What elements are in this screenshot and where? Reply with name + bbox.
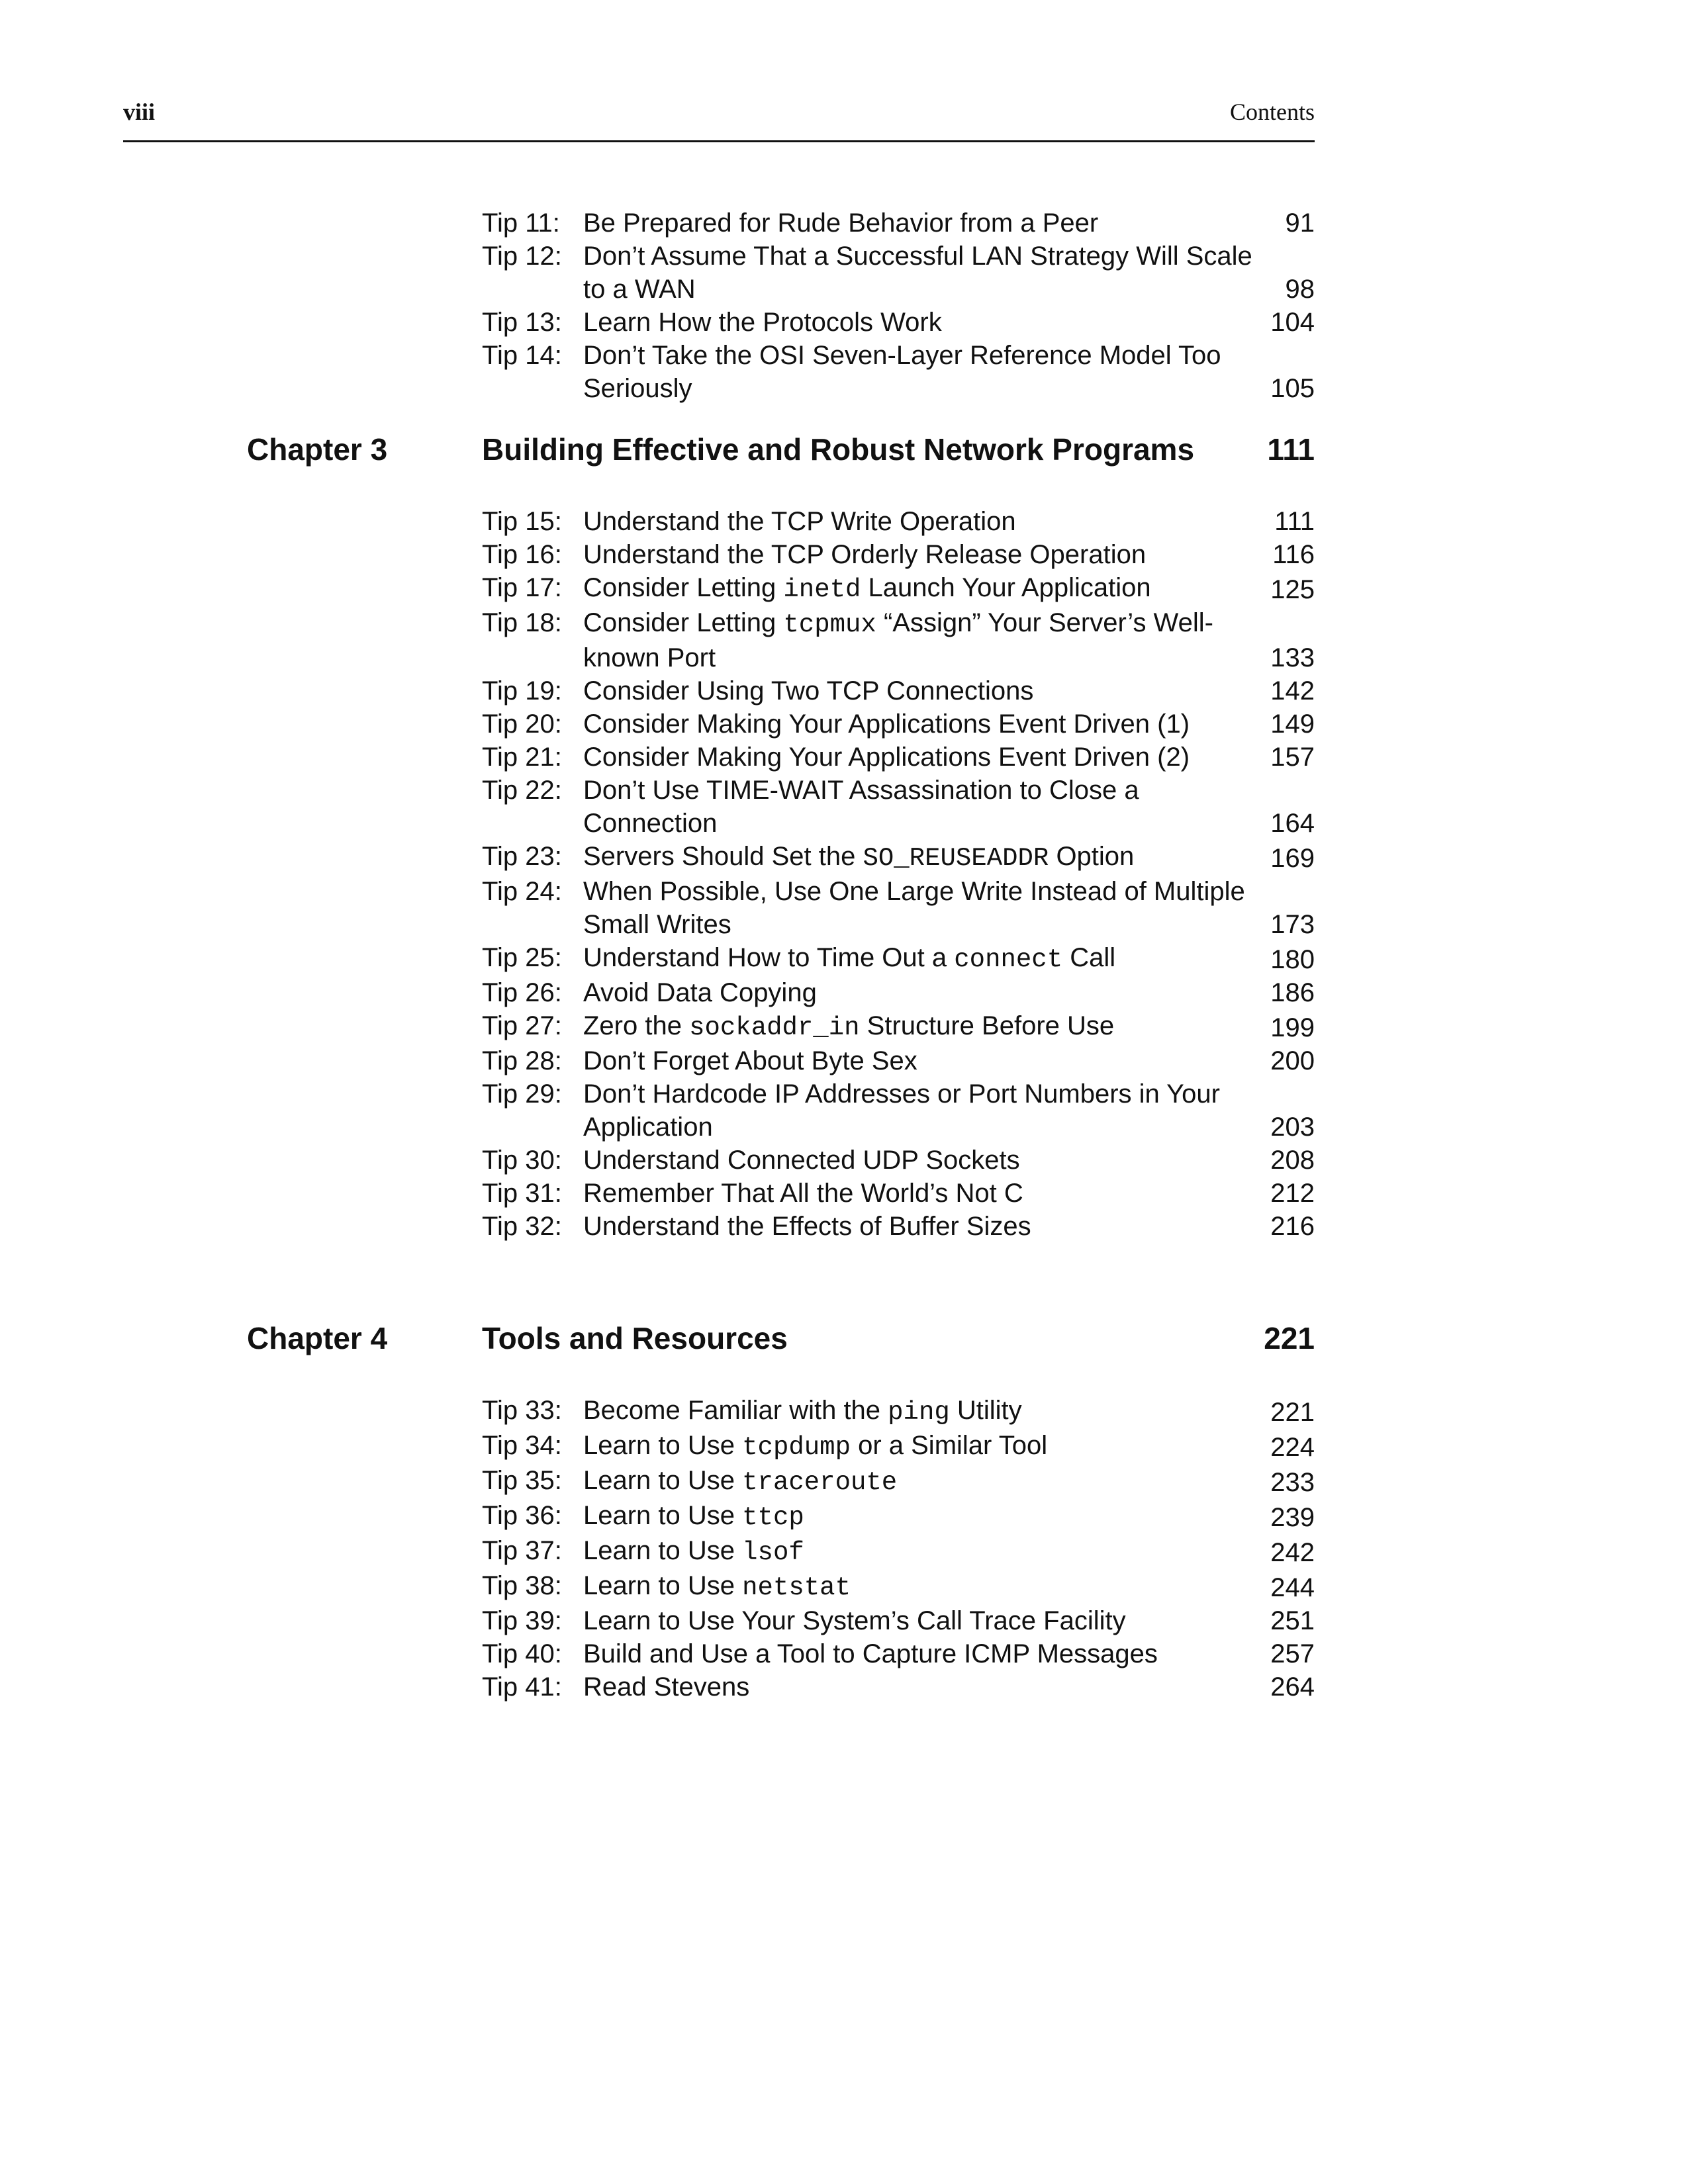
toc-entry[interactable]: [482, 741, 1315, 774]
title-fragment: Be Prepared for Rude Behavior from a Peer: [583, 208, 1099, 238]
tip-number: Tip 20:: [482, 709, 562, 739]
page-number: 242: [1270, 1538, 1315, 1567]
tip-number: Tip 22:: [482, 776, 562, 805]
toc-entry[interactable]: [482, 1044, 1315, 1077]
title-fragment: Option: [1049, 842, 1135, 871]
toc-entry[interactable]: [482, 1077, 1315, 1144]
chapter-title: Building Effective and Robust Network Programs: [482, 432, 1195, 467]
code-fragment: sockaddr_in: [689, 1013, 860, 1042]
tip-number: Tip 41:: [482, 1672, 562, 1702]
title-fragment: Don’t Forget About Byte Sex: [583, 1046, 917, 1075]
page-number: 169: [1270, 844, 1315, 873]
page-number: 239: [1270, 1503, 1315, 1532]
tip-number: Tip 15:: [482, 507, 562, 536]
tip-title: [583, 1464, 1255, 1499]
title-fragment: Learn to Use: [583, 1431, 743, 1460]
code-fragment: ping: [888, 1398, 950, 1427]
title-fragment: “Assign” Your Server’s Well-known Port: [583, 608, 1213, 672]
page-number: 233: [1270, 1468, 1315, 1497]
page-number: 257: [1270, 1639, 1315, 1668]
title-fragment: Build and Use a Tool to Capture ICMP Messages: [583, 1639, 1158, 1668]
title-fragment: Utility: [949, 1396, 1022, 1425]
code-fragment: traceroute: [742, 1468, 898, 1497]
tip-title: [583, 941, 1255, 976]
tip-number: Tip 11:: [482, 208, 560, 238]
page-number: 224: [1270, 1433, 1315, 1462]
page-number: 164: [1270, 809, 1315, 838]
page-number: 251: [1270, 1606, 1315, 1635]
title-fragment: Become Familiar with the: [583, 1396, 888, 1425]
toc-entry[interactable]: [482, 206, 1315, 240]
page-number: 98: [1285, 275, 1315, 304]
page-number: 157: [1270, 743, 1315, 772]
tip-number: Tip 17:: [482, 573, 562, 602]
tip-number: Tip 31:: [482, 1179, 562, 1208]
tip-number: Tip 13:: [482, 308, 562, 337]
page-number: 133: [1270, 643, 1315, 672]
page-header: [123, 98, 1315, 142]
code-fragment: lsof: [742, 1538, 804, 1567]
toc-entry[interactable]: [482, 1670, 1315, 1704]
tip-number: Tip 37:: [482, 1536, 562, 1565]
toc-entry[interactable]: [482, 1394, 1315, 1429]
title-fragment: Learn to Use: [583, 1571, 743, 1600]
tip-title: [583, 674, 1255, 707]
tip-title: [583, 1177, 1255, 1210]
title-fragment: Consider Making Your Applications Event Driven (1): [583, 709, 1190, 739]
toc-entry[interactable]: [482, 505, 1315, 538]
title-fragment: Learn to Use: [583, 1466, 743, 1495]
title-fragment: Don’t Use TIME-WAIT Assassination to Close a Connection: [583, 776, 1139, 838]
tip-title: [583, 306, 1255, 339]
title-fragment: Understand the TCP Orderly Release Operation: [583, 540, 1147, 569]
tip-number: Tip 26:: [482, 978, 562, 1007]
toc-entry[interactable]: [482, 840, 1315, 875]
toc-entry[interactable]: [482, 538, 1315, 571]
page-number: 186: [1270, 978, 1315, 1007]
tip-number: Tip 27:: [482, 1011, 562, 1040]
tip-number: Tip 19:: [482, 676, 562, 705]
tip-title: [583, 1569, 1255, 1604]
title-fragment: Structure Before Use: [859, 1011, 1115, 1040]
tip-title: [583, 1210, 1255, 1243]
tip-number: Tip 21:: [482, 743, 562, 772]
tip-number: Tip 40:: [482, 1639, 562, 1668]
title-fragment: Servers Should Set the: [583, 842, 863, 871]
tip-title: [583, 505, 1255, 538]
tip-title: [583, 1499, 1255, 1534]
toc-entry[interactable]: [482, 774, 1315, 840]
tip-number: Tip 39:: [482, 1606, 562, 1635]
title-fragment: Read Stevens: [583, 1672, 750, 1702]
title-fragment: Understand the TCP Write Operation: [583, 507, 1016, 536]
page-number: 180: [1270, 945, 1315, 974]
toc-entry[interactable]: [482, 1177, 1315, 1210]
title-fragment: Call: [1062, 943, 1116, 972]
page-number: 173: [1270, 910, 1315, 939]
page-number: 125: [1270, 575, 1315, 604]
tip-number: Tip 12:: [482, 242, 562, 271]
tip-title: [583, 774, 1255, 840]
chapter-label: Chapter 3: [247, 432, 388, 467]
page-number: 212: [1270, 1179, 1315, 1208]
page-number: 203: [1270, 1113, 1315, 1142]
tip-title: [583, 240, 1255, 306]
tip-title: [583, 707, 1255, 741]
toc-entry[interactable]: [482, 707, 1315, 741]
tip-title: [583, 339, 1255, 405]
tip-number: Tip 24:: [482, 877, 562, 906]
page-number: 221: [1270, 1398, 1315, 1427]
toc-entry[interactable]: [482, 1534, 1315, 1569]
title-fragment: When Possible, Use One Large Write Instead of Multiple Small Writes: [583, 877, 1245, 939]
tip-number: Tip 16:: [482, 540, 562, 569]
tip-number: Tip 38:: [482, 1571, 562, 1600]
tip-title: [583, 1670, 1255, 1704]
title-fragment: Learn to Use Your System’s Call Trace Facility: [583, 1606, 1126, 1635]
title-fragment: Don’t Take the OSI Seven-Layer Reference Model Too Seriously: [583, 341, 1221, 403]
page-number: 91: [1285, 208, 1315, 238]
page-number: 149: [1270, 709, 1315, 739]
code-fragment: tcpdump: [742, 1433, 851, 1462]
tip-title: [583, 741, 1255, 774]
tip-title: [583, 1394, 1255, 1429]
toc-entry[interactable]: [482, 306, 1315, 339]
code-fragment: connect: [954, 945, 1063, 974]
page-number: 111: [1274, 507, 1315, 536]
chapter-3-heading: [247, 432, 1315, 471]
tip-title: [583, 840, 1255, 875]
tip-title: [583, 976, 1255, 1009]
tip-title: [583, 206, 1255, 240]
toc-entry[interactable]: [482, 1009, 1315, 1044]
tip-number: Tip 29:: [482, 1079, 562, 1109]
toc-entry[interactable]: [482, 1604, 1315, 1637]
code-fragment: ttcp: [742, 1503, 804, 1532]
tip-title: [583, 1144, 1255, 1177]
toc-entry[interactable]: [482, 339, 1315, 405]
toc-entry[interactable]: [482, 1499, 1315, 1534]
page-number: 264: [1270, 1672, 1315, 1702]
page-number: viii: [123, 99, 156, 125]
tip-number: Tip 23:: [482, 842, 562, 871]
chapter-label: Chapter 4: [247, 1321, 388, 1355]
title-fragment: Consider Letting: [583, 608, 784, 637]
page-number: 200: [1270, 1046, 1315, 1075]
toc-entry[interactable]: [482, 875, 1315, 941]
title-fragment: Understand How to Time Out a: [583, 943, 955, 972]
tip-title: [583, 571, 1255, 606]
toc-entry[interactable]: [482, 240, 1315, 306]
page-number: 116: [1272, 540, 1315, 569]
chapter-4-heading: [247, 1320, 1315, 1360]
title-fragment: Learn How the Protocols Work: [583, 308, 942, 337]
title-fragment: Consider Using Two TCP Connections: [583, 676, 1034, 705]
code-fragment: tcpmux: [783, 610, 876, 639]
toc-entry[interactable]: [482, 1144, 1315, 1177]
page-number: 208: [1270, 1146, 1315, 1175]
title-fragment: Consider Letting: [583, 573, 784, 602]
tip-number: Tip 18:: [482, 608, 562, 637]
page-number: 105: [1270, 374, 1315, 403]
page-number: 216: [1270, 1212, 1315, 1241]
toc-entry[interactable]: [482, 1464, 1315, 1499]
title-fragment: Don’t Assume That a Successful LAN Strategy Will Scale to a WAN: [583, 242, 1252, 304]
title-fragment: Launch Your Application: [861, 573, 1151, 602]
page-number: 244: [1270, 1573, 1315, 1602]
title-fragment: Learn to Use: [583, 1536, 743, 1565]
toc-entry[interactable]: [482, 976, 1315, 1009]
tip-title: [583, 1534, 1255, 1569]
tip-number: Tip 35:: [482, 1466, 562, 1495]
title-fragment: Don’t Hardcode IP Addresses or Port Numbers in Your Application: [583, 1079, 1220, 1142]
tip-title: [583, 1077, 1255, 1144]
tip-title: [583, 1009, 1255, 1044]
title-fragment: Consider Making Your Applications Event Driven (2): [583, 743, 1190, 772]
code-fragment: inetd: [783, 575, 861, 604]
toc-entry[interactable]: [482, 1210, 1315, 1243]
tip-title: [583, 538, 1255, 571]
toc-entry[interactable]: [482, 1569, 1315, 1604]
tip-title: [583, 606, 1255, 674]
title-fragment: Remember That All the World’s Not C: [583, 1179, 1023, 1208]
chapter-page: 221: [1264, 1321, 1315, 1355]
page-number: 142: [1270, 676, 1315, 705]
tip-title: [583, 875, 1255, 941]
toc-entry[interactable]: [482, 606, 1315, 674]
title-fragment: or a Similar Tool: [850, 1431, 1048, 1460]
tip-number: Tip 28:: [482, 1046, 562, 1075]
running-title: Contents: [1229, 99, 1315, 125]
tip-title: [583, 1604, 1255, 1637]
title-fragment: Zero the: [583, 1011, 690, 1040]
toc-entry[interactable]: [482, 1637, 1315, 1670]
toc-entry[interactable]: [482, 674, 1315, 707]
toc-block-tips-11-14: [482, 206, 1315, 405]
toc-entry[interactable]: [482, 941, 1315, 976]
tip-number: Tip 30:: [482, 1146, 562, 1175]
tip-title: [583, 1637, 1255, 1670]
tip-title: [583, 1429, 1255, 1464]
toc-entry[interactable]: [482, 571, 1315, 606]
chapter-page: 111: [1267, 432, 1315, 467]
page-number: 199: [1270, 1013, 1315, 1042]
toc-block-tips-33-41: [482, 1394, 1315, 1704]
page-number: 104: [1270, 308, 1315, 337]
title-fragment: Learn to Use: [583, 1501, 743, 1530]
tip-number: Tip 33:: [482, 1396, 562, 1425]
tip-number: Tip 36:: [482, 1501, 562, 1530]
tip-number: Tip 14:: [482, 341, 562, 370]
title-fragment: Understand the Effects of Buffer Sizes: [583, 1212, 1031, 1241]
chapter-title: Tools and Resources: [482, 1321, 788, 1355]
tip-number: Tip 32:: [482, 1212, 562, 1241]
tip-number: Tip 25:: [482, 943, 562, 972]
title-fragment: Understand Connected UDP Sockets: [583, 1146, 1020, 1175]
tip-title: [583, 1044, 1255, 1077]
toc-entry[interactable]: [482, 1429, 1315, 1464]
code-fragment: netstat: [742, 1573, 851, 1602]
code-fragment: SO_REUSEADDR: [863, 844, 1049, 873]
title-fragment: Avoid Data Copying: [583, 978, 817, 1007]
tip-number: Tip 34:: [482, 1431, 562, 1460]
toc-block-tips-15-32: [482, 505, 1315, 1243]
